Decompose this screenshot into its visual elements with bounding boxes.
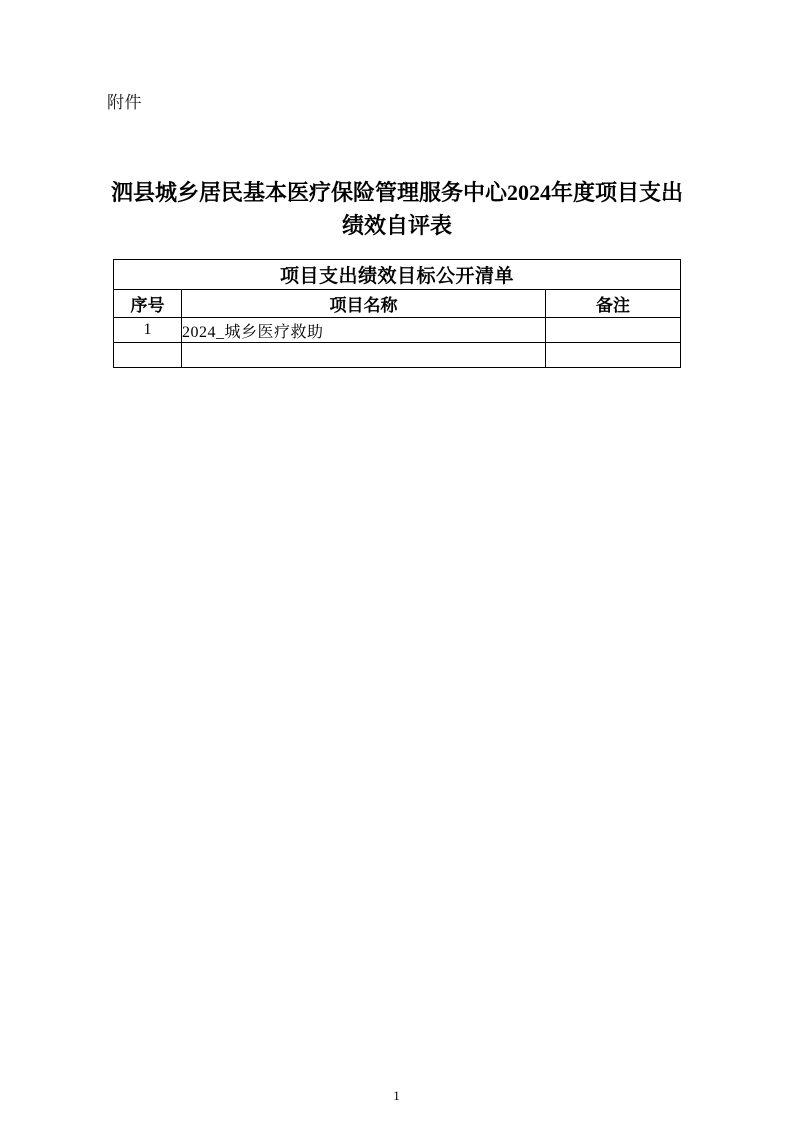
performance-table-wrapper	[113, 259, 680, 368]
attachment-label: 附件	[107, 93, 142, 112]
column-header-name: 项目名称	[182, 290, 546, 318]
row-remark	[546, 318, 681, 343]
table-caption-row	[114, 260, 681, 290]
table-row	[114, 318, 681, 343]
row-project-name	[182, 343, 546, 368]
table-header-row	[114, 290, 681, 318]
performance-table	[113, 259, 681, 368]
row-index	[114, 343, 182, 368]
page-title: 泗县城乡居民基本医疗保险管理服务中心2024年度项目支出绩效自评表	[110, 180, 683, 238]
column-header-index: 序号	[114, 290, 182, 318]
page-number: 1	[393, 1088, 400, 1103]
row-project-name: 2024_城乡医疗救助	[182, 318, 546, 343]
column-header-remark: 备注	[546, 290, 681, 318]
row-index: 1	[114, 318, 182, 343]
row-remark	[546, 343, 681, 368]
table-row	[114, 343, 681, 368]
table-caption: 项目支出绩效目标公开清单	[114, 260, 681, 290]
